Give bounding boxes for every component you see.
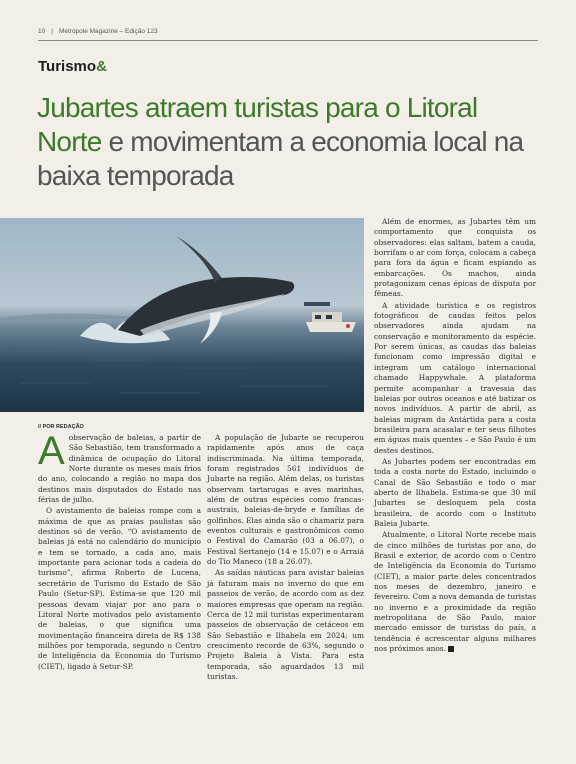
page-number: 10 xyxy=(38,28,46,35)
drop-cap: A xyxy=(38,429,65,473)
header-rule xyxy=(38,40,538,41)
section-label xyxy=(38,58,107,75)
headline-highlight: Jubartes atraem turistas para o Litoral Norte xyxy=(37,92,478,157)
paragraph-last xyxy=(374,530,536,654)
article-column-2 xyxy=(207,433,364,683)
paragraph: As saídas náuticas para avistar baleias já faturam mais no inverno do que em passeios de verão, de acordo com as dez maiores empresas que operam na região. Cerca de 12 mil turistas experimentaram passeios de observação de cetáceos em São Sebastião e Ilhabela em 2024; um crescimento recorde de 63%, segundo o Projeto Baleia à Vista. Para esta temporada, são aguardados 13 mil turistas. xyxy=(207,568,364,681)
paragraph: A população de Jubarte se recuperou rapidamente após anos de caça indiscriminada. Na última temporada, foram registrados 561 indivíduos de Jubarte na região. Além delas, os turistas observam tartarugas e aves marinhas, além de outras espécies como francas-austrais, baleias-de-bryde e famílias de golfinhos. Elas ainda são o chamariz para eventos culturais e gastronômicos como o Festival do Camarão (03 a 06.07), o Festival Sertanejo (14 e 15.07) e o Arraiá do Tio Maneco (18 a 26.07). xyxy=(207,433,364,567)
paragraph: O avistamento de baleias rompe com a máxima de que as praias paulistas são destinos só de verão. “O avistamento de baleias já está no calendário do município e tem se tornado, a cada ano, mais importante para acionar toda a cadeia do turismo”, afirma Roberto de Lucena, secretário de Turismo do Estado de São Paulo (Setur-SP). Estima-se que 120 mil pessoas devam viajar por ano para o Litoral Norte motivados pelo avistamento de baleias, o que significa uma movimentação financeira direta de R$ 138 milhões por temporada, segundo o Centro de Inteligência da Economia do Turismo (CIET), ligado à Setur-SP. xyxy=(38,506,201,671)
running-header xyxy=(38,28,538,35)
section-ampersand: & xyxy=(96,58,107,75)
paragraph xyxy=(38,429,201,505)
paragraph-text: observação de baleias, a partir de São Sebastião, tem transformado a dinâmica de ocupação do Litoral Norte durante os meses mais frios do ano, colocando a região no mapa dos destinos mais disputados do Estado nas férias de julho. xyxy=(38,433,201,505)
publication-name: Metrópole Magazine – Edição 123 xyxy=(58,28,158,35)
end-mark-icon xyxy=(448,646,454,652)
header-separator: | xyxy=(51,28,53,35)
article-headline xyxy=(37,91,537,193)
article-column-3 xyxy=(374,217,536,655)
paragraph-text: Atualmente, o Litoral Norte recebe mais de cinco milhões de turistas por ano, do Brasil e exterior, de acordo com o Centro de Inteligência da Economia do Turismo (CIET), a maior parte deles concentrados nos meses de dezembro, janeiro e fevereiro. Com a nova demanda de turistas no inverno e a proximidade da região metropolitana de São Paulo, maior mercado emissor de turistas do país, a tendência é acrescentar alguns milhares nos próximos anos. xyxy=(374,530,536,654)
whale-illustration xyxy=(0,218,364,412)
headline-rest: e movimentam a economia local na baixa temporada xyxy=(37,126,524,191)
byline: // POR REDAÇÃO xyxy=(38,424,84,430)
article-column-1 xyxy=(38,429,201,673)
whale-photo xyxy=(0,218,364,412)
paragraph: Além de enormes, as Jubartes têm um comportamento que conquista os observadores: elas saltam, batem a cauda, borrifam o ar com força, colocam a cabeça para fora da água e ficam espiando as embarcações. Os machos, ainda protagonizam cenas épicas de disputa por fêmeas. xyxy=(374,217,536,299)
paragraph: As Jubartes podem ser encontradas em toda a costa norte do Estado, incluindo o Canal de São Sebastião e todo o mar aberto de Ilhabela. Estima-se que 30 mil Jubartes se desloquem pela costa brasileira, de acordo com o Instituto Baleia Jubarte. xyxy=(374,456,536,528)
paragraph: A atividade turística e os registros fotográficos de caudas feitos pelos observadores ainda ajudam na conservação e monitoramento da espécie. Por serem únicas, as caudas das baleias funcionam como impressão digital e integram um catálogo internacional chamado Happywhale. A plataforma permite acompanhar a travessia das baleias por outros oceanos e até batizar os novos indivíduos. A partir de abril, as baleias migram da Antártida para a costa brasileira para acasalar e ter seus filhotes em águas mais quentes – e São Paulo é um destes destinos. xyxy=(374,300,536,455)
section-name: Turismo xyxy=(38,58,97,75)
